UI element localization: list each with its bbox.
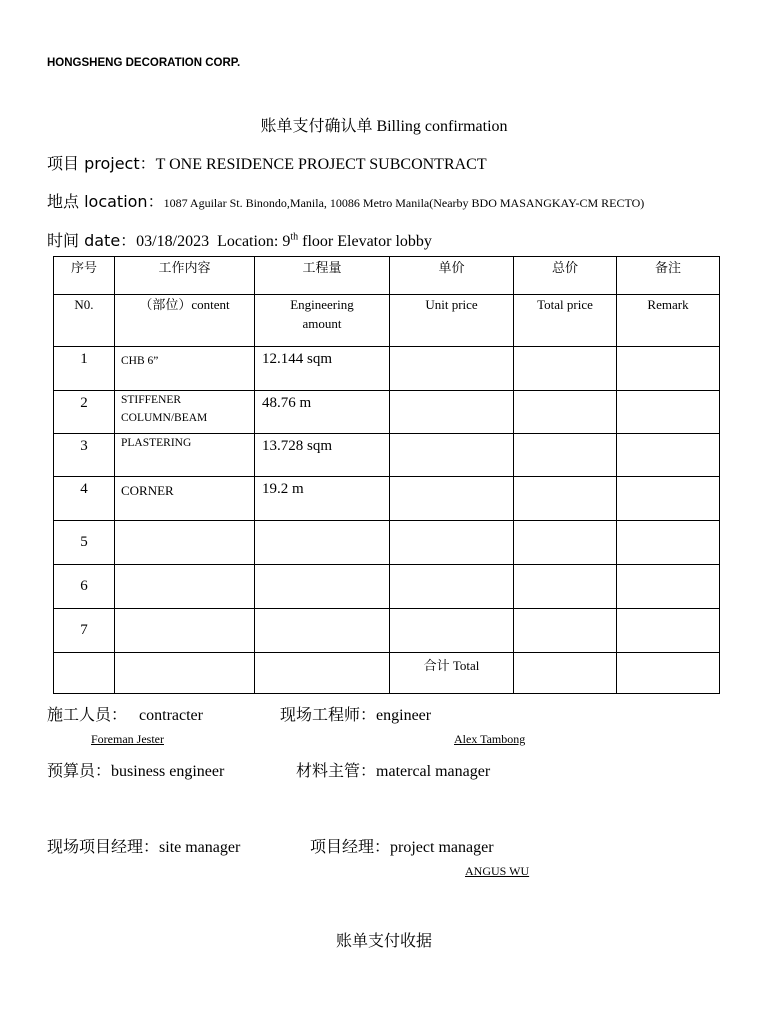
row-remark <box>617 521 720 565</box>
header-en: Remark <box>617 295 720 347</box>
construction-personnel-role: contracter <box>139 707 203 724</box>
row-amount: 13.728 sqm <box>255 434 390 477</box>
site-engineer-line <box>280 702 431 725</box>
row-number: 3 <box>54 434 115 477</box>
footer-title: 账单支付收据 <box>335 931 432 950</box>
total-label-en: Total <box>452 658 480 673</box>
row-remark <box>617 565 720 609</box>
header-row-en <box>54 295 720 347</box>
budget-role: business engineer <box>111 763 225 780</box>
total-label-cn: 合计 <box>423 659 450 674</box>
row-total-price <box>514 609 617 653</box>
row-total-price <box>514 347 617 391</box>
date-line <box>47 228 432 251</box>
table-row <box>54 521 720 565</box>
table-row <box>54 347 720 391</box>
construction-personnel-label: 施工人员： <box>47 705 128 724</box>
date-label: 时间 date： <box>47 231 137 250</box>
location-label: 地点 location： <box>47 192 164 211</box>
material-role: matercal manager <box>376 763 491 780</box>
total-remark <box>617 653 720 694</box>
header-cn: 工作内容 <box>115 257 255 295</box>
table-row <box>54 609 720 653</box>
table-row <box>54 477 720 521</box>
header-cn: 序号 <box>54 257 115 295</box>
construction-personnel-line <box>47 702 203 725</box>
material-label: 材料主管： <box>296 761 377 780</box>
project-line <box>47 151 487 174</box>
site-pm-label: 现场项目经理： <box>47 837 160 856</box>
budget-label: 预算员： <box>47 761 112 780</box>
header-en: Total price <box>514 295 617 347</box>
total-label <box>390 653 514 694</box>
row-content: CORNER <box>115 477 255 521</box>
row-remark <box>617 391 720 434</box>
row-number: 7 <box>54 609 115 653</box>
row-unit-price <box>390 347 514 391</box>
header-cn: 工程量 <box>255 257 390 295</box>
row-amount <box>255 565 390 609</box>
row-total-price <box>514 565 617 609</box>
total-value <box>514 653 617 694</box>
row-total-price <box>514 434 617 477</box>
row-remark <box>617 434 720 477</box>
table-row <box>54 565 720 609</box>
header-en: N0. <box>54 295 115 347</box>
row-number: 5 <box>54 521 115 565</box>
row-number: 2 <box>54 391 115 434</box>
row-remark <box>617 477 720 521</box>
budget-line <box>47 758 224 781</box>
row-content <box>115 521 255 565</box>
header-en: Engineering amount <box>255 295 390 347</box>
site-location-sup: th <box>290 231 299 243</box>
row-unit-price <box>390 565 514 609</box>
date-value: 03/18/2023 <box>136 233 210 250</box>
row-total-price <box>514 477 617 521</box>
row-unit-price <box>390 391 514 434</box>
site-pm-role: site manager <box>159 839 241 856</box>
table-row <box>54 391 720 434</box>
row-content <box>115 609 255 653</box>
row-amount: 48.76 m <box>255 391 390 434</box>
pm-name: ANGUS WU <box>465 864 530 878</box>
site-location-suffix: floor Elevator lobby <box>298 233 432 250</box>
total-empty <box>54 653 115 694</box>
row-remark <box>617 609 720 653</box>
header-en: Unit price <box>390 295 514 347</box>
row-total-price <box>514 521 617 565</box>
row-number: 4 <box>54 477 115 521</box>
row-number: 1 <box>54 347 115 391</box>
header-cn: 总价 <box>514 257 617 295</box>
contractor-name: Foreman Jester <box>91 732 164 746</box>
site-engineer-role: engineer <box>376 707 432 724</box>
row-amount <box>255 521 390 565</box>
pm-role: project manager <box>390 839 494 856</box>
row-unit-price <box>390 477 514 521</box>
total-empty <box>115 653 255 694</box>
total-row <box>54 653 720 694</box>
material-line <box>296 758 490 781</box>
pm-line <box>310 834 494 857</box>
project-label: 项目 project： <box>47 154 156 173</box>
row-content: STIFFENER COLUMN/BEAM <box>115 391 255 434</box>
site-location-prefix: Location: 9 <box>217 233 291 250</box>
row-unit-price <box>390 609 514 653</box>
row-remark <box>617 347 720 391</box>
table-row <box>54 434 720 477</box>
pm-label: 项目经理： <box>310 837 391 856</box>
row-content: PLASTERING <box>115 434 255 477</box>
project-value: T ONE RESIDENCE PROJECT SUBCONTRACT <box>155 156 487 173</box>
row-total-price <box>514 391 617 434</box>
header-cn: 备注 <box>617 257 720 295</box>
header-cn: 单价 <box>390 257 514 295</box>
header-row-cn <box>54 257 720 295</box>
site-engineer-label: 现场工程师： <box>280 705 377 724</box>
company-name: HONGSHENG DECORATION CORP. <box>47 57 241 69</box>
document-title: 账单支付确认单 Billing confirmation <box>260 118 508 135</box>
header-en: （部位）content <box>115 295 255 347</box>
row-amount <box>255 609 390 653</box>
site-pm-line <box>47 834 240 857</box>
row-content <box>115 565 255 609</box>
location-value: 1087 Aguilar St. Binondo,Manila, 10086 Metro Manila(Nearby BDO MASANGKAY-CM RECTO) <box>163 196 645 210</box>
billing-table <box>53 256 720 694</box>
location-line <box>47 189 644 212</box>
row-amount: 12.144 sqm <box>255 347 390 391</box>
total-empty <box>255 653 390 694</box>
row-content: CHB 6” <box>115 347 255 391</box>
row-unit-price <box>390 521 514 565</box>
row-number: 6 <box>54 565 115 609</box>
row-unit-price <box>390 434 514 477</box>
row-amount: 19.2 m <box>255 477 390 521</box>
engineer-name: Alex Tambong <box>454 732 526 746</box>
